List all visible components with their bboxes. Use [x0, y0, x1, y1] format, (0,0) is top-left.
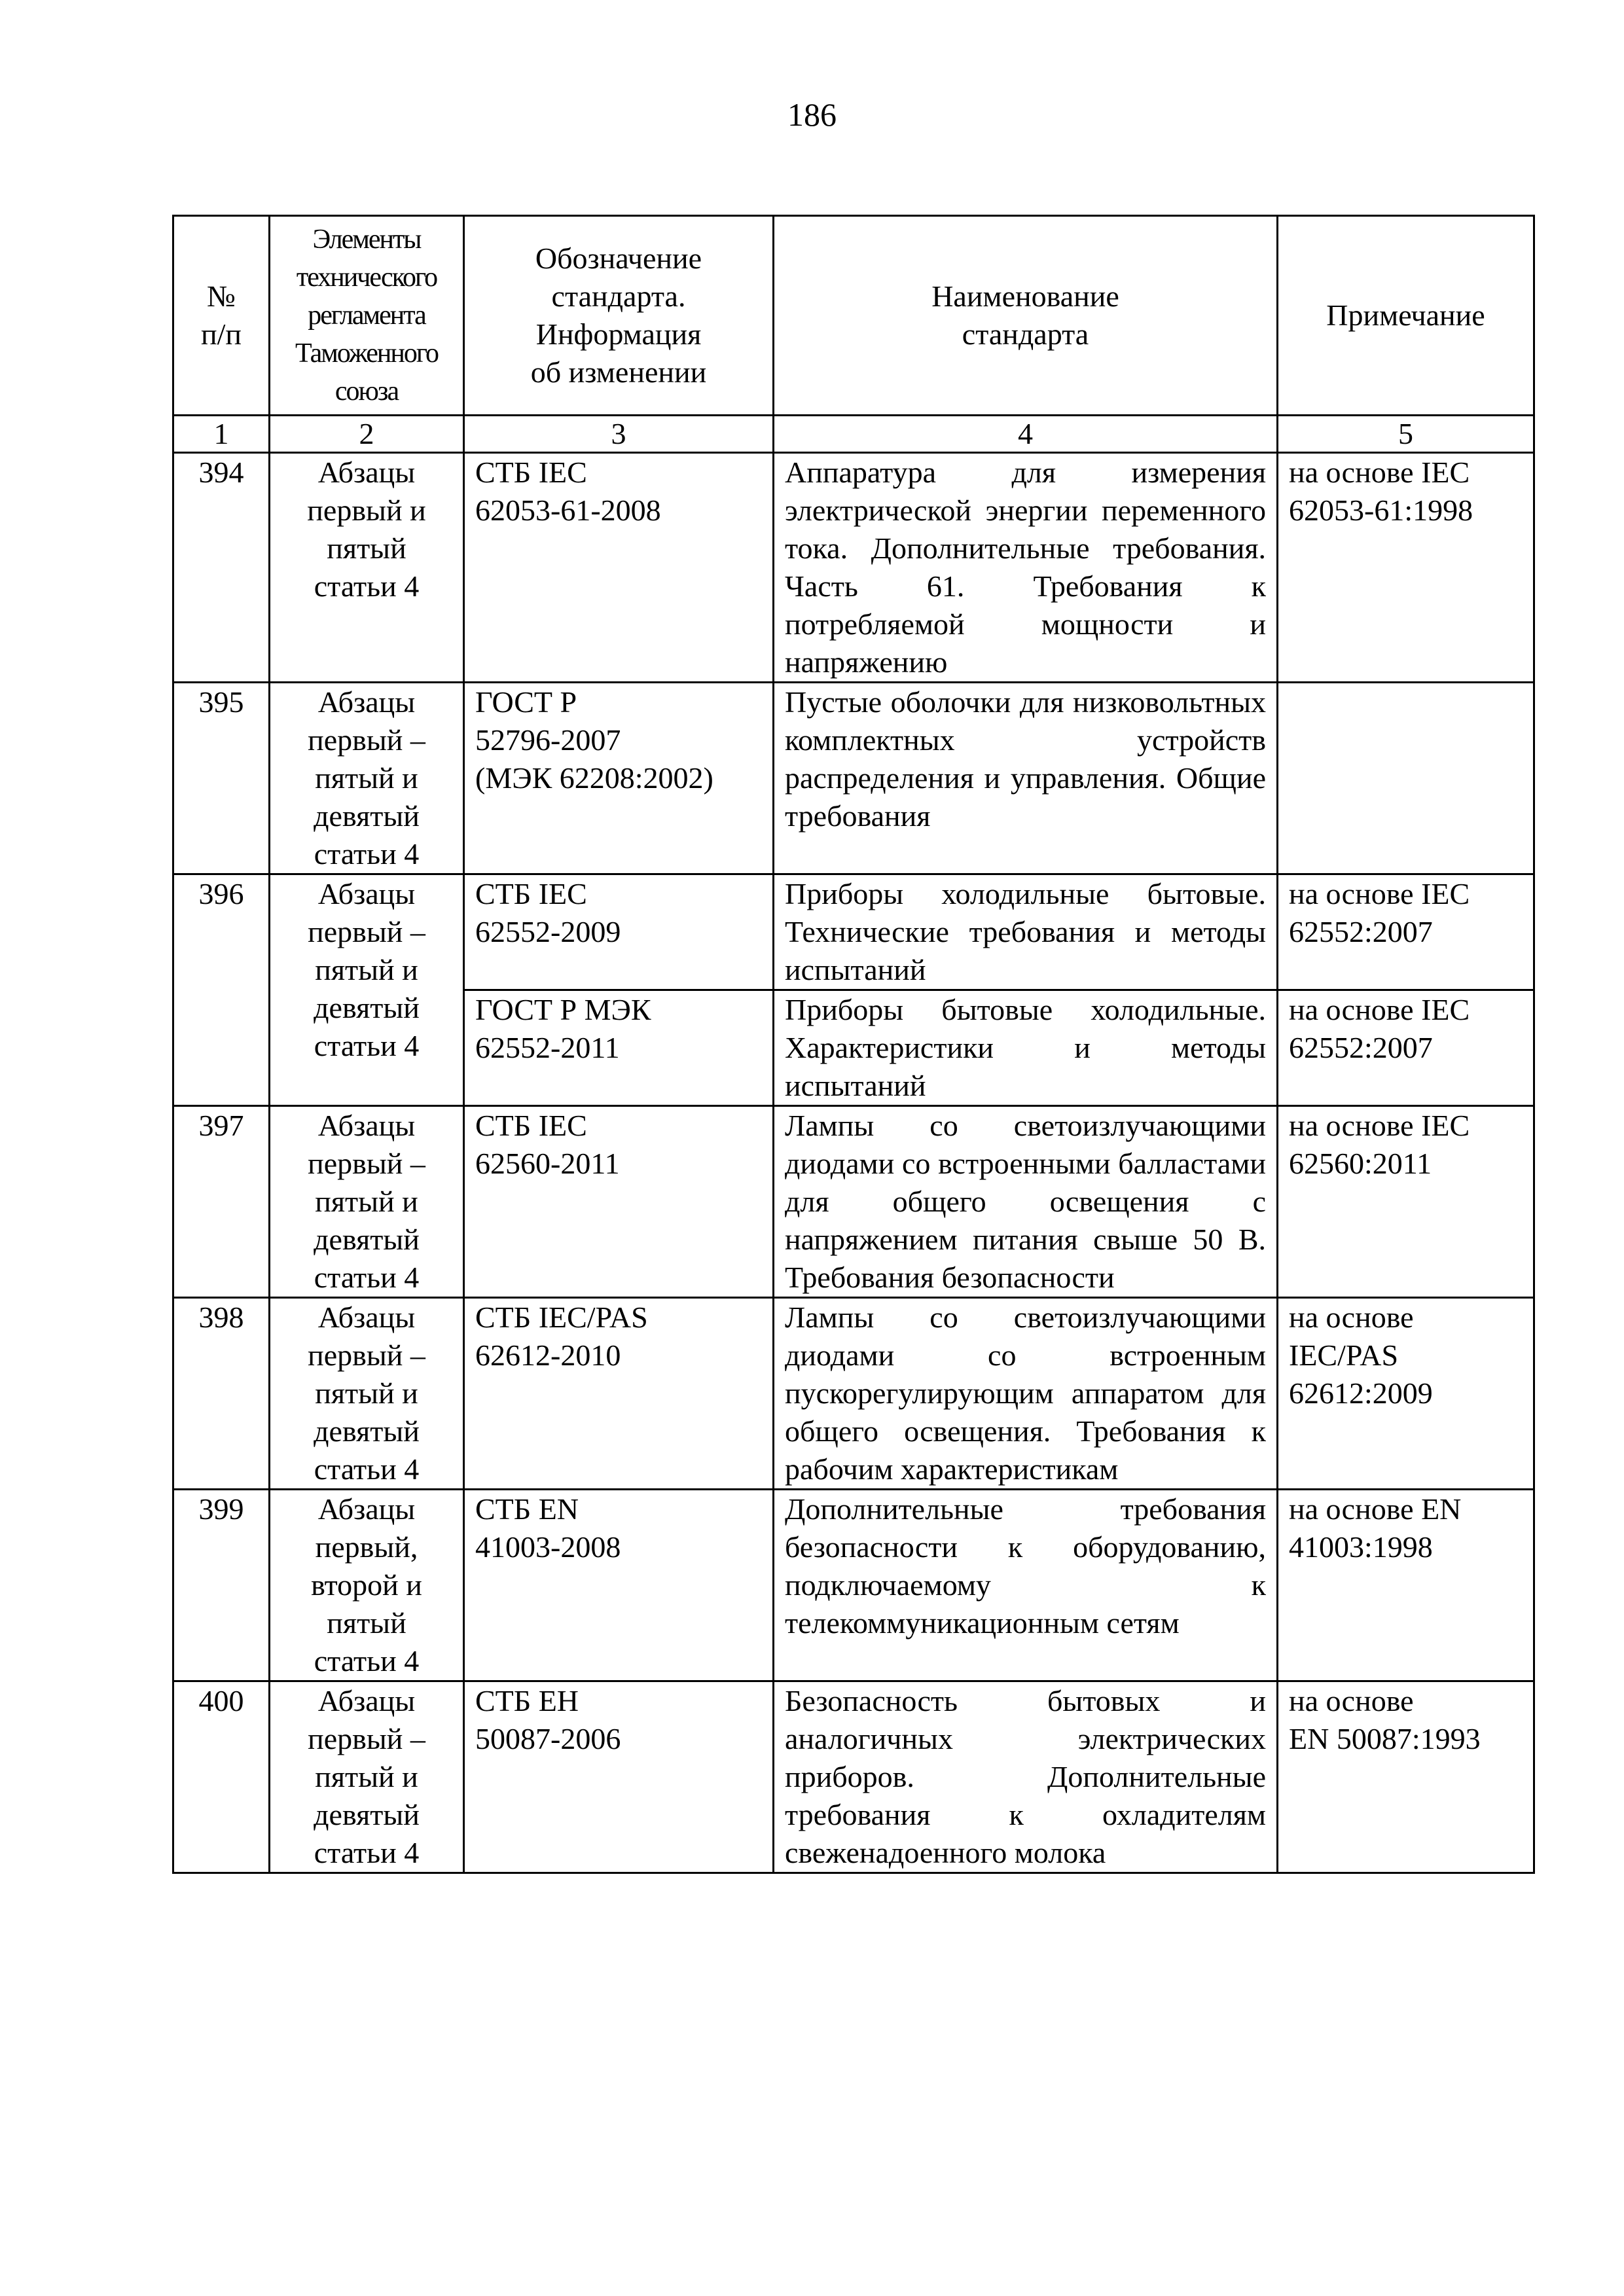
regulation-elements-cell: [270, 874, 464, 1106]
standard-designation-cell: [464, 1681, 774, 1873]
table-row: [173, 1298, 1534, 1490]
column-number: 4: [774, 416, 1278, 453]
standard-name-text: Лампы со светоизлучающими диодами со встроенными балластами для общего освещения с напряжением питания свыше 50 В. Требования безопасности: [785, 1109, 1266, 1294]
standard-name-text: Безопасность бытовых и аналогичных электрических приборов. Дополнительные требования к охладителям свеженадоенного молока: [785, 1684, 1266, 1869]
standard-name-cell: [774, 1106, 1278, 1298]
header-designation: Обозначение стандарта. Информация об изменении: [464, 216, 774, 416]
table-row: [173, 1106, 1534, 1298]
note-cell: [1278, 1490, 1534, 1681]
regulation-elements-text: Абзацы первый – пятый и девятый статьи 4: [308, 1684, 425, 1869]
standard-designation-cell: [464, 1298, 774, 1490]
header-num: № п/п: [173, 216, 270, 416]
note-text: на основе IEC 62552:2007: [1289, 877, 1470, 948]
standard-designation-text: СТБ IEC 62552-2009: [475, 877, 621, 948]
standard-designation-text: ГОСТ Р МЭК 62552-2011: [475, 993, 651, 1064]
table-header-row: [173, 216, 1534, 416]
regulation-elements-cell: [270, 453, 464, 683]
standard-name-text: Приборы холодильные бытовые. Технические требования и методы испытаний: [785, 877, 1266, 986]
row-number-cell: 398: [173, 1298, 270, 1490]
header-elements: Элементы технического регламента Таможенного союза: [270, 216, 464, 416]
page-number: 186: [787, 96, 837, 133]
column-number: 3: [464, 416, 774, 453]
row-number-cell: 399: [173, 1490, 270, 1681]
header-name: Наименование стандарта: [774, 216, 1278, 416]
standard-designation-cell: [464, 683, 774, 874]
column-number: 2: [270, 416, 464, 453]
row-number-cell: 395: [173, 683, 270, 874]
standard-name-text: Дополнительные требования безопасности к оборудованию, подключаемому к телекоммуникационным сетям: [785, 1492, 1266, 1640]
standard-designation-cell: [464, 1106, 774, 1298]
table-row: [173, 874, 1534, 990]
standards-table: [172, 215, 1535, 1874]
regulation-elements-cell: [270, 1106, 464, 1298]
note-text: на основе IEC 62560:2011: [1289, 1109, 1470, 1180]
table-row: [173, 1681, 1534, 1873]
standard-name-cell: [774, 874, 1278, 990]
standard-designation-text: СТБ IEC 62053-61-2008: [475, 456, 661, 527]
standard-designation-text: СТБ EN 41003-2008: [475, 1492, 621, 1564]
note-cell: [1278, 1106, 1534, 1298]
standard-designation-text: СТБ IEC 62560-2011: [475, 1109, 620, 1180]
standard-designation-cell: [464, 874, 774, 990]
standard-name-cell: [774, 453, 1278, 683]
standard-designation-cell: [464, 990, 774, 1106]
note-cell: [1278, 1298, 1534, 1490]
standard-name-text: Приборы бытовые холодильные. Характеристики и методы испытаний: [785, 993, 1266, 1102]
standard-name-cell: [774, 1298, 1278, 1490]
standard-name-cell: [774, 990, 1278, 1106]
standard-name-cell: [774, 683, 1278, 874]
regulation-elements-text: Абзацы первый, второй и пятый статьи 4: [311, 1492, 422, 1677]
column-number: 1: [173, 416, 270, 453]
standard-name-text: Пустые оболочки для низковольтных комплектных устройств распределения и управления. Общие требования: [785, 685, 1266, 833]
note-text: на основе IEC 62552:2007: [1289, 993, 1470, 1064]
row-number-cell: 397: [173, 1106, 270, 1298]
note-cell: [1278, 453, 1534, 683]
table-row: [173, 683, 1534, 874]
note-text: на основе IEC/PAS 62612:2009: [1289, 1300, 1433, 1410]
regulation-elements-cell: [270, 1298, 464, 1490]
table-row: [173, 1490, 1534, 1681]
table-body: [173, 416, 1534, 1873]
standard-designation-cell: [464, 1490, 774, 1681]
regulation-elements-text: Абзацы первый – пятый и девятый статьи 4: [308, 1300, 425, 1486]
regulation-elements-text: Абзацы первый и пятый статьи 4: [307, 456, 426, 603]
standard-designation-text: СТБ ЕН 50087-2006: [475, 1684, 621, 1755]
row-number-cell: 396: [173, 874, 270, 1106]
note-text: на основе EN 50087:1993: [1289, 1684, 1481, 1755]
standard-designation-text: ГОСТ Р 52796-2007 (МЭК 62208:2002): [475, 685, 713, 795]
standard-designation-text: СТБ IEC/PAS 62612-2010: [475, 1300, 648, 1372]
regulation-elements-cell: [270, 1490, 464, 1681]
standard-name-text: Лампы со светоизлучающими диодами со встроенным пускорегулирующим аппаратом для общего освещения. Требования к рабочим характеристикам: [785, 1300, 1266, 1486]
note-text: на основе EN 41003:1998: [1289, 1492, 1462, 1564]
column-number-row: [173, 416, 1534, 453]
column-number: 5: [1278, 416, 1534, 453]
note-text: на основе IEC 62053-61:1998: [1289, 456, 1473, 527]
regulation-elements-cell: [270, 1681, 464, 1873]
note-cell: [1278, 990, 1534, 1106]
regulation-elements-text: Абзацы первый – пятый и девятый статьи 4: [308, 1109, 425, 1294]
standard-name-text: Аппаратура для измерения электрической энергии переменного тока. Дополнительные требования. Часть 61. Требования к потребляемой мощности и напряжению: [785, 456, 1266, 679]
standard-name-cell: [774, 1490, 1278, 1681]
regulation-elements-text: Абзацы первый – пятый и девятый статьи 4: [308, 877, 425, 1062]
note-cell: [1278, 1681, 1534, 1873]
row-number-cell: 394: [173, 453, 270, 683]
standard-designation-cell: [464, 453, 774, 683]
table-row: [173, 453, 1534, 683]
regulation-elements-cell: [270, 683, 464, 874]
standard-name-cell: [774, 1681, 1278, 1873]
note-cell: [1278, 683, 1534, 874]
row-number-cell: 400: [173, 1681, 270, 1873]
header-note: Примечание: [1278, 216, 1534, 416]
regulation-elements-text: Абзацы первый – пятый и девятый статьи 4: [308, 685, 425, 870]
note-cell: [1278, 874, 1534, 990]
